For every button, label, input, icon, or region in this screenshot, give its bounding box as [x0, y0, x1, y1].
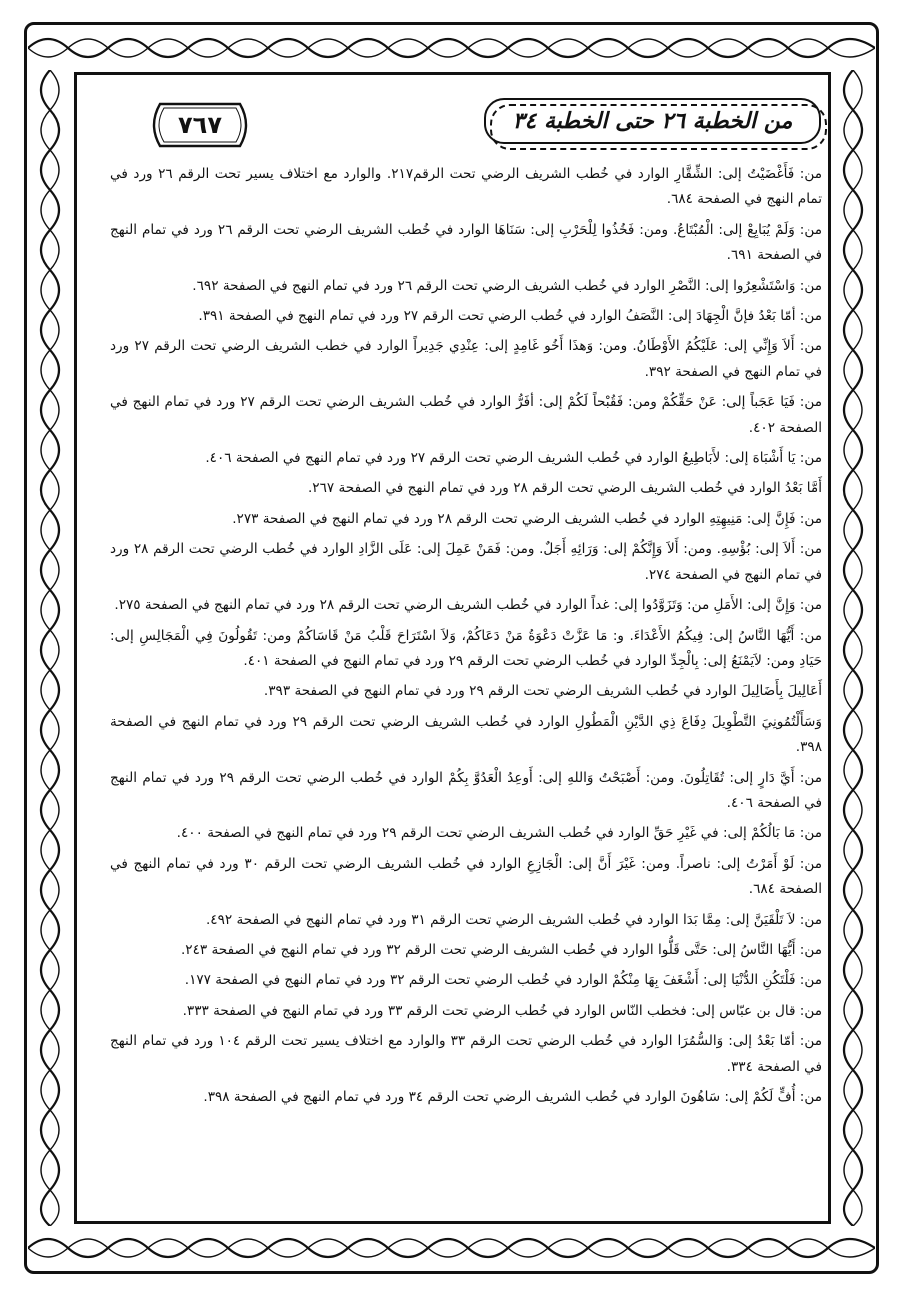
entry-15: من: أَيَّ دَارٍ إلى: تُقَاتِلُونَ. ومن: أَصْبَحْتُ وَاللهِ إلى: أَوعِدُ الْعَدُوَّ بِكُمْ الوارد في خُطب الرضي تحت الرقم ٢٩ ورد في تمام النهج في الصفحة ٤٠٦. — [110, 769, 822, 811]
entry-14: وَسَأَلْتُمُونِيَ التَّطْوِيلَ دِفَاعَ ذِي الدَّيْنِ الْمَطُولِ الوارد في خُطب الشريف الرضي تحت الرقم ٢٩ ورد في تمام النهج في الصفحة ٣٩٨. — [110, 713, 822, 756]
entry-1: من: فَأَغْضَيْتُ إلى: الشِّقَّارِ الوارد في خُطب الشريف الرضي تحت الرقم٢١٧. والوارد مع اختلاف يسير تحت الرقم ٢٦ ورد في تمام النهج في الصفحة ٦٨٤. — [110, 166, 822, 208]
entry-8: أَمَّا بَعْدُ الوارد في خُطب الشريف الرضي تحت الرقم ٢٨ ورد في تمام النهج في الصفحة ٢٦٧. — [307, 480, 822, 497]
page-title: من الخطبة ٢٦ حتى الخطبة ٣٤ — [484, 98, 821, 144]
ornament-left — [28, 70, 72, 1226]
entry-7: من: يَا أَشْبَاهَ إلى: لأَبَاطِيعُ الوارد في خُطب الشريف الرضي تحت الرقم ٢٧ ورد في تمام النهج في الصفحة ٤٠٦. — [205, 450, 822, 467]
ornament-right — [831, 70, 875, 1226]
entry-6: من: فَيَا عَجَباً إلى: عَنْ حَقِّكُمْ ومن: فَقُبْحاً لَكُمْ إلى: أفَرُّ الوارد في خُطب الشريف الرضي تحت الرقم ٢٧ ورد في تمام النهج في الصفحة ٤٠٢. — [110, 394, 822, 436]
entry-4: من: أمّا بَعْدُ فإنَّ الْجِهَادَ إلى: النَّصَفُ الوارد في خُطب الرضي تحت الرقم ٢٧ ورد في تمام النهج في الصفحة ٣٩١. — [198, 308, 822, 325]
entry-12: من: أَيُّهَا النَّاسُ إلى: فِيكُمُ الأَعْدَاءَ. و: مَا عَزَّتْ دَعْوَةُ مَنْ دَعَاكُمْ، وَلاَ اسْتَرَاحَ قَلْبُ مَنْ قَاسَاكُمْ ومن: تَقُولُونَ فِي الْمَجَالِسِ إلى: حَيَادِ ومن: لاَيَمْنَعُ إلى: بِالْجِدِّ الوارد في خُطب الرضي تحت الرقم ٢٩ ورد في تمام النهج في الصفحة ٤٠١. — [110, 627, 822, 669]
entry-20: من: فَلْتَكُنِ الدُّنْيَا إلى: أَشْغَفَ بِهَا مِنْكُمْ الوارد في خُطب الرضي تحت الرقم ٣٢ ورد في تمام النهج في الصفحة ١٧٧. — [184, 972, 822, 989]
entry-19: من: أَيُّهَا النَّاسُ إلى: حَتَّى قَلُّوا الوارد في خُطب الشريف الرضي تحت الرقم ٣٢ ورد في تمام النهج في الصفحة ٢٤٣. — [180, 941, 822, 958]
index-entries — [110, 162, 822, 1202]
entry-10: من: أَلاَ إلى: بُؤْسِهِ. ومن: أَلاَ وَإِنَّكُمْ إلى: وَرَائِهِ أَجَلٌ. ومن: فَمَنْ عَمِلَ إلى: عَلَى الزَّادِ الوارد في خُطب الرضي تحت الرقم ٢٨ ورد في تمام النهج في الصفحة ٢٧٤. — [110, 541, 823, 583]
entry-3: من: وَاسْتَشْعِرُوا إلى: النَّصْرِ الوارد في خُطب الشريف الرضي تحت الرقم ٢٦ ورد في تمام النهج في الصفحة ٦٩٢. — [192, 277, 822, 294]
page-number: ٧٦٧ — [178, 111, 222, 139]
entry-9: من: فَإِنَّ إلى: مَنِيهِتِهِ الوارد في خُطب الشريف الرضي تحت الرقم ٢٨ ورد في تمام النهج في الصفحة ٢٧٣. — [232, 510, 822, 527]
entry-18: من: لاَ تَلْقَيَنَّ إلى: مِمَّا بَدَا الوارد في خُطب الشريف الرضي تحت الرقم ٣١ ورد في تمام النهج في الصفحة ٤٩٢. — [205, 911, 822, 928]
ornament-bottom — [28, 1226, 875, 1270]
entry-11: من: وَإِنَّ إلى: الأَمَلِ من: وَتَزَوَّدُوا إلى: غداً الوارد في خُطب الشريف الرضي تحت الرقم ٢٨ ورد في تمام النهج في الصفحة ٢٧٥. — [114, 597, 822, 614]
page-header — [86, 88, 819, 158]
entry-23: من: أُفٍّ لَكُمْ إلى: سَاهُونَ الوارد في خُطب الشريف الرضي تحت الرقم ٣٤ ورد في تمام النهج في الصفحة ٣٩٨. — [203, 1089, 822, 1105]
ornament-top — [28, 26, 875, 70]
page-number-badge — [146, 98, 254, 152]
entry-2: من: وَلَمْ يُبَايِعْ إلى: الْمُبْتَاعُ. ومن: فَخُذُوا لِلْحَرْبِ إلى: سَنَاهَا الوارد في خُطب الشريف الرضي تحت الرقم ٢٦ ورد في تمام النهج في الصفحة ٦٩١. — [110, 221, 822, 264]
entry-16: من: مَا بَالُكُمْ إلى: في غَيْرِ حَقِّ الوارد في خُطب الشريف الرضي تحت الرقم ٢٩ ورد في تمام النهج في الصفحة ٤٠٠. — [176, 825, 822, 842]
entry-22: من: أمّا بَعْدُ إلى: وَالسُّمُرَا الوارد في خُطب الرضي تحت الرقم ٣٣ والوارد مع اختلاف يسير تحت الرقم ١٠٤ ورد في تمام النهج في الصفحة ٣٣٤. — [110, 1033, 822, 1075]
entry-17: من: لَوْ أَمَرْتُ إلى: ناصراً. ومن: غَيْرَ أَنَّ إلى: الْجَازِعِ الوارد في خُطب الشريف الرضي تحت الرقم ٣٠ ورد في تمام النهج في الصفحة ٦٨٤. — [110, 855, 822, 898]
entry-5: من: أَلاَ وَإِنِّي إلى: عَلَيْكُمُ الأَوْطَانُ. ومن: وَهذَا أَخُو غَامِدٍ إلى: عِنْدِي جَدِيراً الوارد في خطب الشريف الرضي تحت الرقم ٢٧ ورد في تمام النهج في الصفحة ٣٩٢. — [110, 338, 822, 380]
entry-13: أَعَالِيلَ بِأَضَالِيلَ الوارد في خُطب الشريف الرضي تحت الرقم ٢٩ ورد في تمام النهج في الصفحة ٣٩٣. — [263, 683, 822, 700]
entry-21: من: قال بن عبّاس إلى: فخطب النّاس الوارد في خُطب الرضي تحت الرقم ٣٣ ورد في تمام النهج في الصفحة ٣٣٣. — [182, 1002, 822, 1019]
